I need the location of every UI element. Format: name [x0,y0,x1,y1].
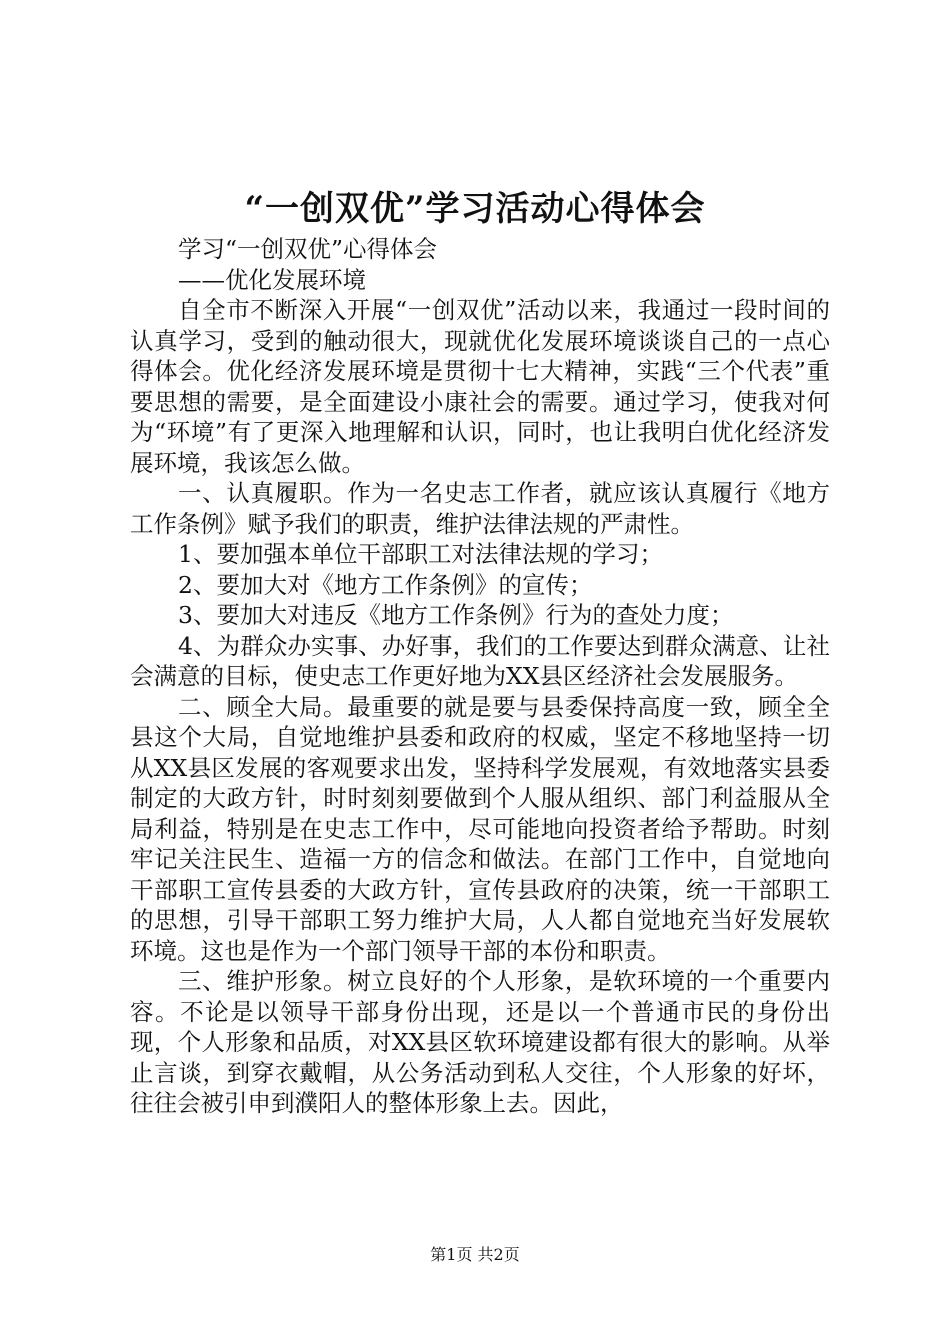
paragraph-section-3: 三、维护形象。树立良好的个人形象，是软环境的一个重要内容。不论是以领导干部身份出现，还是以一个普通市民的身份出现，个人形象和品质，对XX县区软环境建设都有很大的影响。从举止言谈，到穿衣戴帽，从公务活动到私人交往，个人形象的好坏，往往会被引申到濮阳人的整体形象上去。因此， [130,967,830,1117]
subtitle: 学习“一创双优”心得体会 [178,235,438,263]
paragraph-intro: 自全市不断深入开展“一创双优”活动以来，我通过一段时间的认真学习，受到的触动很大，现就优化发展环境谈谈自己的一点心得体会。优化经济发展环境是贯彻十七大精神，实践“三个代表”重要思想的需要，是全面建设小康社会的需要。通过学习，使我对何为“环境”有了更深入地理解和认识，同时，也让我明白优化经济发展环境，我该怎么做。 [130,296,830,477]
list-item-2: 2、要加大对《地方工作条例》的宣传； [178,570,593,599]
document-title: “一创双优”学习活动心得体会 [244,189,706,229]
list-item-1: 1、要加强本单位干部职工对法律法规的学习； [178,540,663,568]
subtitle-dash: ——优化发展环境 [178,265,366,294]
page-number-footer: 第1页 共2页 [430,1245,520,1264]
list-item-4: 4、为群众办实事、办好事，我们的工作要达到群众满意、让社会满意的目标，使史志工作更好地为XX县区经济社会发展服务。 [130,631,830,690]
list-item-3: 3、要加大对违反《地方工作条例》行为的查处力度； [178,601,734,629]
paragraph-section-2: 二、顾全大局。最重要的就是要与县委保持高度一致，顾全全县这个大局，自觉地维护县委和政府的权威，坚定不移地坚持一切从XX县区发展的客观要求出发，坚持科学发展观，有效地落实县委制定的大政方针，时时刻刻要做到个人服从组织、部门利益服从全局利益，特别是在史志工作中，尽可能地向投资者给予帮助。时刻牢记关注民生、造福一方的信念和做法。在部门工作中，自觉地向干部职工宣传县委的大政方针，宣传县政府的决策，统一干部职工的思想，引导干部职工努力维护大局，人人都自觉地充当好发展软环境。这也是作为一个部门领导干部的本份和职责。 [130,692,830,965]
paragraph-section-1: 一、认真履职。作为一名史志工作者，就应该认真履行《地方工作条例》赋予我们的职责，维护法律法规的严肃性。 [130,479,830,538]
document-body [130,234,830,1119]
